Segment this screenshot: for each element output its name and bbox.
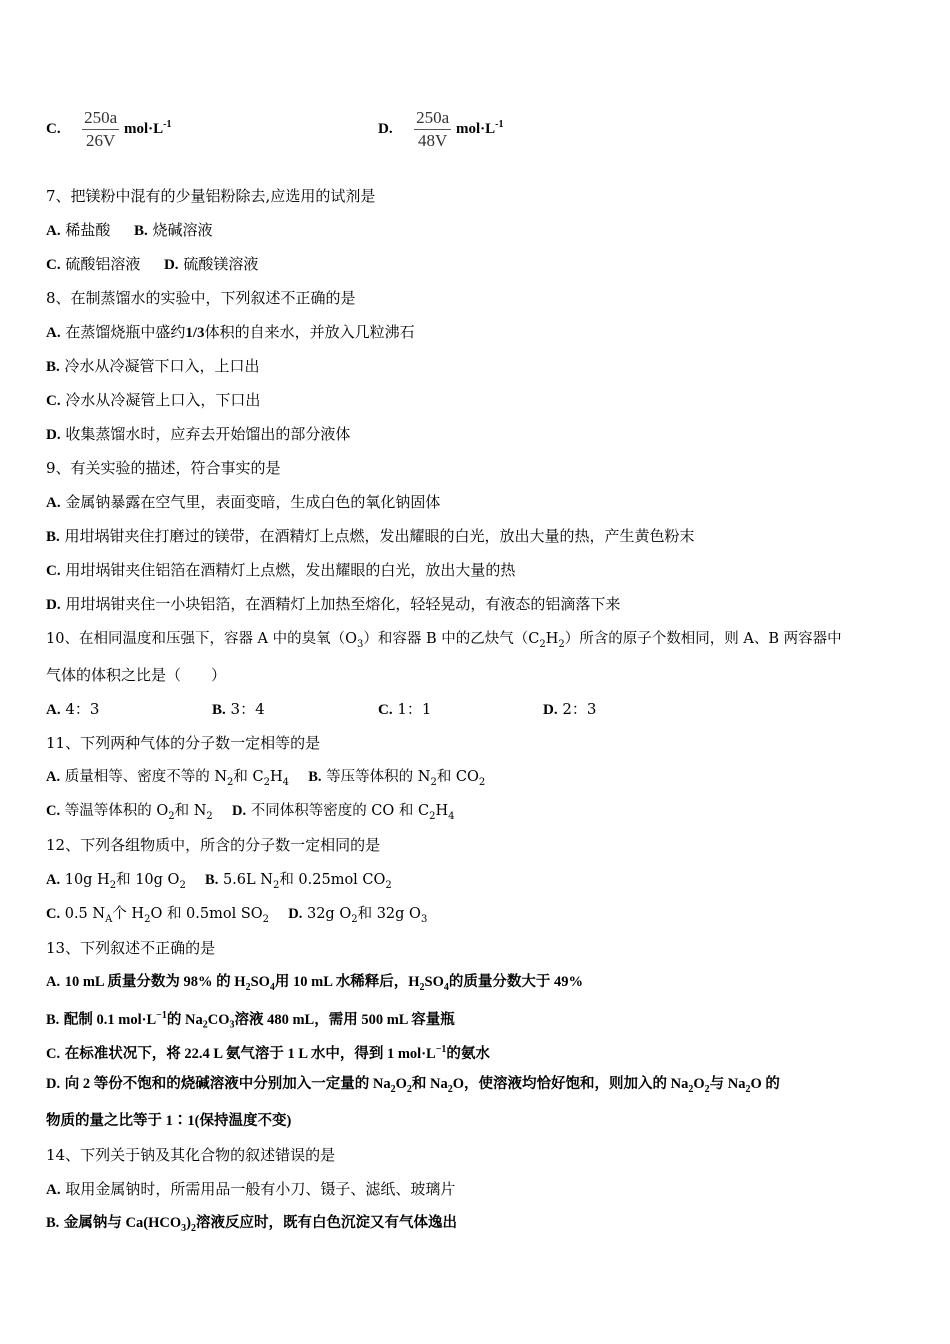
q13-option-d	[46, 1074, 780, 1100]
option-text: 的质量分数大于 49%	[448, 974, 583, 990]
q11-options-cd	[46, 801, 455, 827]
option-letter: C.	[46, 121, 61, 137]
subscript: 2	[419, 981, 425, 993]
subscript: 2	[168, 810, 175, 822]
stem-text: 10、在相同温度和压强下，容器 A 中的臭氧（O	[46, 631, 358, 647]
q9-option-c	[46, 560, 515, 581]
q13-option-d-line2: 物质的量之比等于 1∶1(保持温度不变)	[46, 1113, 292, 1129]
option-text: 0.5 N	[64, 906, 106, 922]
option-number: 1/3	[185, 325, 205, 341]
subscript: A	[105, 913, 113, 925]
fraction-denominator: 26V	[86, 130, 116, 150]
option-text: O，使溶液均恰好饱和，则加入的 Na	[452, 1076, 689, 1092]
option-letter: A.	[46, 325, 61, 341]
q11-stem: 11、下列两种气体的分子数一定相等的是	[46, 734, 321, 752]
option-letter: D.	[543, 702, 558, 718]
q10-option-d	[543, 699, 596, 720]
subscript: 2	[688, 1083, 694, 1095]
option-text: 在标准状况下，将 22.4 L 氨气溶于 1 L 水中，得到 1 mol·L	[64, 1045, 436, 1062]
option-letter: C.	[46, 563, 61, 579]
option-letter: B.	[133, 223, 148, 239]
option-letter: D.	[46, 597, 61, 613]
option-text: 10 mL 质量分数为 98% 的 H	[64, 974, 246, 990]
subscript: 4	[443, 981, 449, 993]
stem-text: H	[545, 631, 559, 647]
option-text: 用坩埚钳夹住打磨过的镁带，在酒精灯上点燃，发出耀眼的白光，放出大量的热，产生黄色粉末	[64, 527, 695, 545]
option-text: O	[395, 1076, 407, 1092]
option-letter: B.	[46, 529, 60, 545]
option-text: O 和 0.5mol SO	[150, 906, 263, 922]
option-letter: A.	[46, 1182, 61, 1198]
q10-option-b	[212, 699, 265, 720]
option-letter: C.	[46, 803, 61, 819]
subscript: 2	[144, 913, 151, 925]
option-letter: D.	[231, 803, 247, 819]
option-text: 质量相等、密度不等的 N	[64, 769, 228, 785]
fraction	[414, 107, 451, 152]
option-text: 和 Na	[411, 1076, 448, 1092]
subscript: 2	[558, 638, 565, 650]
option-text: 和 10g O	[116, 872, 180, 888]
option-text: O	[693, 1076, 705, 1092]
fraction-numerator: 250a	[414, 107, 451, 130]
q8-stem: 8、在制蒸馏水的实验中，下列叙述不正确的是	[46, 289, 356, 307]
option-text: 金属钠暴露在空气里，表面变暗，生成白色的氧化钠固体	[65, 493, 441, 511]
option-text: H	[269, 769, 283, 785]
q13-stem: 13、下列叙述不正确的是	[46, 939, 216, 957]
option-text: 向 2 等份不饱和的烧碱溶液中分别加入一定量的 Na	[64, 1076, 391, 1092]
option-text: 32g O	[306, 906, 352, 922]
option-letter: B.	[308, 769, 322, 785]
option-text: 和 CO	[436, 769, 479, 785]
option-letter: A.	[46, 223, 61, 239]
option-letter: B.	[205, 872, 219, 888]
q13-option-a	[46, 972, 583, 998]
superscript: −1	[156, 1010, 167, 1021]
q9-option-d	[46, 594, 620, 615]
q9-stem: 9、有关实验的描述，符合事实的是	[46, 459, 281, 477]
subscript: 2	[478, 776, 486, 788]
option-letter: C.	[46, 906, 61, 922]
option-text: 溶液 480 mL，需用 500 mL 容量瓶	[234, 1011, 455, 1028]
option-letter: B.	[46, 1215, 60, 1231]
q8-option-b	[46, 356, 260, 377]
subscript: 2	[539, 638, 546, 650]
option-text: 烧碱溶液	[152, 221, 213, 239]
option-text: 取用金属钠时，所需用品一般有小刀、镊子、滤纸、玻璃片	[65, 1180, 456, 1198]
subscript: 2	[179, 879, 186, 891]
q7-stem: 7、把镁粉中混有的少量铝粉除去,应选用的试剂是	[46, 187, 376, 205]
option-text: 和 32g O	[357, 906, 421, 922]
option-letter: A.	[46, 495, 61, 511]
q10-stem-line1	[46, 629, 842, 655]
subscript: 4	[269, 981, 275, 993]
q12-stem: 12、下列各组物质中，所含的分子数一定相同的是	[46, 836, 381, 854]
option-text: 稀盐酸	[65, 221, 111, 239]
stem-text: ）所含的原子个数相同，则 A、B 两容器中	[564, 631, 842, 647]
option-text: SO	[424, 974, 444, 990]
unit-exponent: -1	[495, 119, 504, 130]
superscript: −1	[435, 1044, 447, 1055]
q10-option-a	[46, 699, 99, 720]
option-text: 的氨水	[446, 1045, 490, 1062]
subscript: 3	[181, 1222, 187, 1234]
q7-options-ab	[46, 220, 213, 241]
q8-option-d	[46, 424, 350, 445]
option-text: 的 Na	[166, 1011, 203, 1028]
unit	[456, 121, 504, 137]
option-text: 用坩埚钳夹住铝箔在酒精灯上点燃，发出耀眼的白光，放出大量的热	[65, 561, 516, 579]
subscript: 2	[263, 776, 270, 788]
subscript: 2	[262, 913, 270, 925]
subscript: 2	[704, 1083, 710, 1095]
option-text: 硫酸镁溶液	[183, 255, 259, 273]
option-text: 和 C	[233, 769, 264, 785]
unit-text: mol·L	[455, 121, 496, 137]
option-text: 3：4	[230, 700, 265, 718]
q9-option-a	[46, 492, 440, 513]
unit-exponent: -1	[163, 119, 172, 130]
option-text: 溶液反应时，既有白色沉淀又有气体逸出	[195, 1215, 457, 1231]
option-letter: D.	[163, 257, 179, 273]
subscript: 3	[420, 913, 428, 925]
q7-options-cd	[46, 254, 258, 275]
unit-text: mol·L	[123, 121, 164, 137]
fraction-numerator: 250a	[82, 107, 119, 130]
option-text: 冷水从冷凝管下口入，上口出	[64, 357, 260, 375]
option-letter: C.	[378, 702, 393, 718]
option-text: 等温等体积的 O	[64, 803, 169, 819]
option-letter: B.	[46, 1011, 60, 1028]
subscript: 2	[406, 1083, 412, 1095]
q12-options-cd	[46, 904, 427, 930]
option-text: 不同体积等密度的 CO 和 C	[250, 803, 430, 819]
subscript: 2	[245, 981, 251, 993]
option-text: 用坩埚钳夹住一小块铝箔，在酒精灯上加热至熔化，轻轻晃动，有液态的铝滴落下来	[65, 595, 621, 613]
option-letter: B.	[46, 359, 60, 375]
option-text: 金属钠与 Ca(HCO	[63, 1215, 182, 1231]
option-letter: A.	[46, 974, 61, 990]
subscript: 2	[351, 913, 358, 925]
option-text: 与 Na	[709, 1076, 746, 1092]
option-letter: A.	[46, 702, 61, 718]
subscript: 2	[447, 1083, 453, 1095]
q14-option-b	[46, 1213, 457, 1239]
option-letter: C.	[46, 1045, 61, 1062]
subscript: 2	[429, 810, 436, 822]
option-letter: A.	[46, 769, 61, 785]
option-text: 1：1	[397, 700, 432, 718]
option-text: 在蒸馏烧瓶中盛约	[65, 323, 186, 341]
option-text: SO	[250, 974, 270, 990]
option-text: 2：3	[562, 700, 597, 718]
option-text: CO	[207, 1011, 230, 1028]
option-text: 和 N	[174, 803, 207, 819]
option-letter: C.	[46, 393, 61, 409]
subscript: 3	[229, 1019, 235, 1031]
subscript: 2	[745, 1083, 751, 1095]
option-letter: D.	[46, 427, 61, 443]
subscript: 4	[448, 810, 455, 822]
option-letter: C.	[46, 257, 61, 273]
option-letter: A.	[46, 872, 61, 888]
subscript: 2	[202, 1019, 208, 1031]
option-letter: B.	[212, 702, 226, 718]
option-text: 4：3	[65, 700, 100, 718]
option-text: 硫酸铝溶液	[65, 255, 141, 273]
q14-stem: 14、下列关于钠及其化合物的叙述错误的是	[46, 1146, 336, 1164]
subscript: 3	[357, 638, 364, 650]
stem-text: ）和容器 B 中的乙炔气（C	[363, 631, 540, 647]
q9-option-b	[46, 526, 695, 547]
option-text: 5.6L N	[222, 872, 273, 888]
option-text: 体积的自来水，并放入几粒沸石	[204, 323, 415, 341]
fraction-denominator: 48V	[418, 130, 448, 150]
option-text: 配制 0.1 mol·L	[63, 1011, 157, 1028]
q12-options-ab	[46, 870, 392, 896]
q6-option-c	[46, 101, 172, 153]
unit	[124, 121, 172, 137]
option-text: H	[435, 803, 449, 819]
subscript: 2	[385, 879, 392, 891]
subscript: 2	[109, 879, 117, 891]
q8-option-a	[46, 322, 415, 343]
option-letter: D.	[378, 121, 393, 137]
option-text: 个 H	[112, 906, 145, 922]
q6-option-d	[378, 101, 504, 153]
q10-stem-line2: 气体的体积之比是（ ）	[46, 666, 227, 684]
subscript: 4	[282, 776, 290, 788]
q8-option-c	[46, 390, 260, 411]
subscript: 2	[390, 1083, 396, 1095]
option-letter: D.	[288, 906, 303, 922]
fraction	[82, 107, 119, 152]
option-letter: D.	[46, 1076, 61, 1092]
subscript: 2	[206, 810, 213, 822]
subscript: 2	[272, 879, 280, 891]
q13-option-c	[46, 1040, 490, 1064]
q11-options-ab	[46, 767, 485, 793]
q10-option-c	[378, 699, 431, 720]
option-text: 10g H	[64, 872, 110, 888]
option-text: )	[186, 1215, 191, 1231]
option-text: 用 10 mL 水稀释后，H	[274, 974, 420, 990]
subscript: 2	[430, 776, 437, 788]
subscript: 2	[190, 1222, 196, 1234]
option-text: 等压等体积的 N	[326, 769, 431, 785]
q13-option-b	[46, 1006, 455, 1036]
option-text: 收集蒸馏水时，应弃去开始馏出的部分液体	[65, 425, 351, 443]
option-text: 冷水从冷凝管上口入，下口出	[65, 391, 261, 409]
subscript: 2	[227, 776, 234, 788]
option-text: 和 0.25mol CO	[279, 872, 386, 888]
option-text: O 的	[750, 1076, 780, 1092]
q14-option-a	[46, 1179, 455, 1200]
